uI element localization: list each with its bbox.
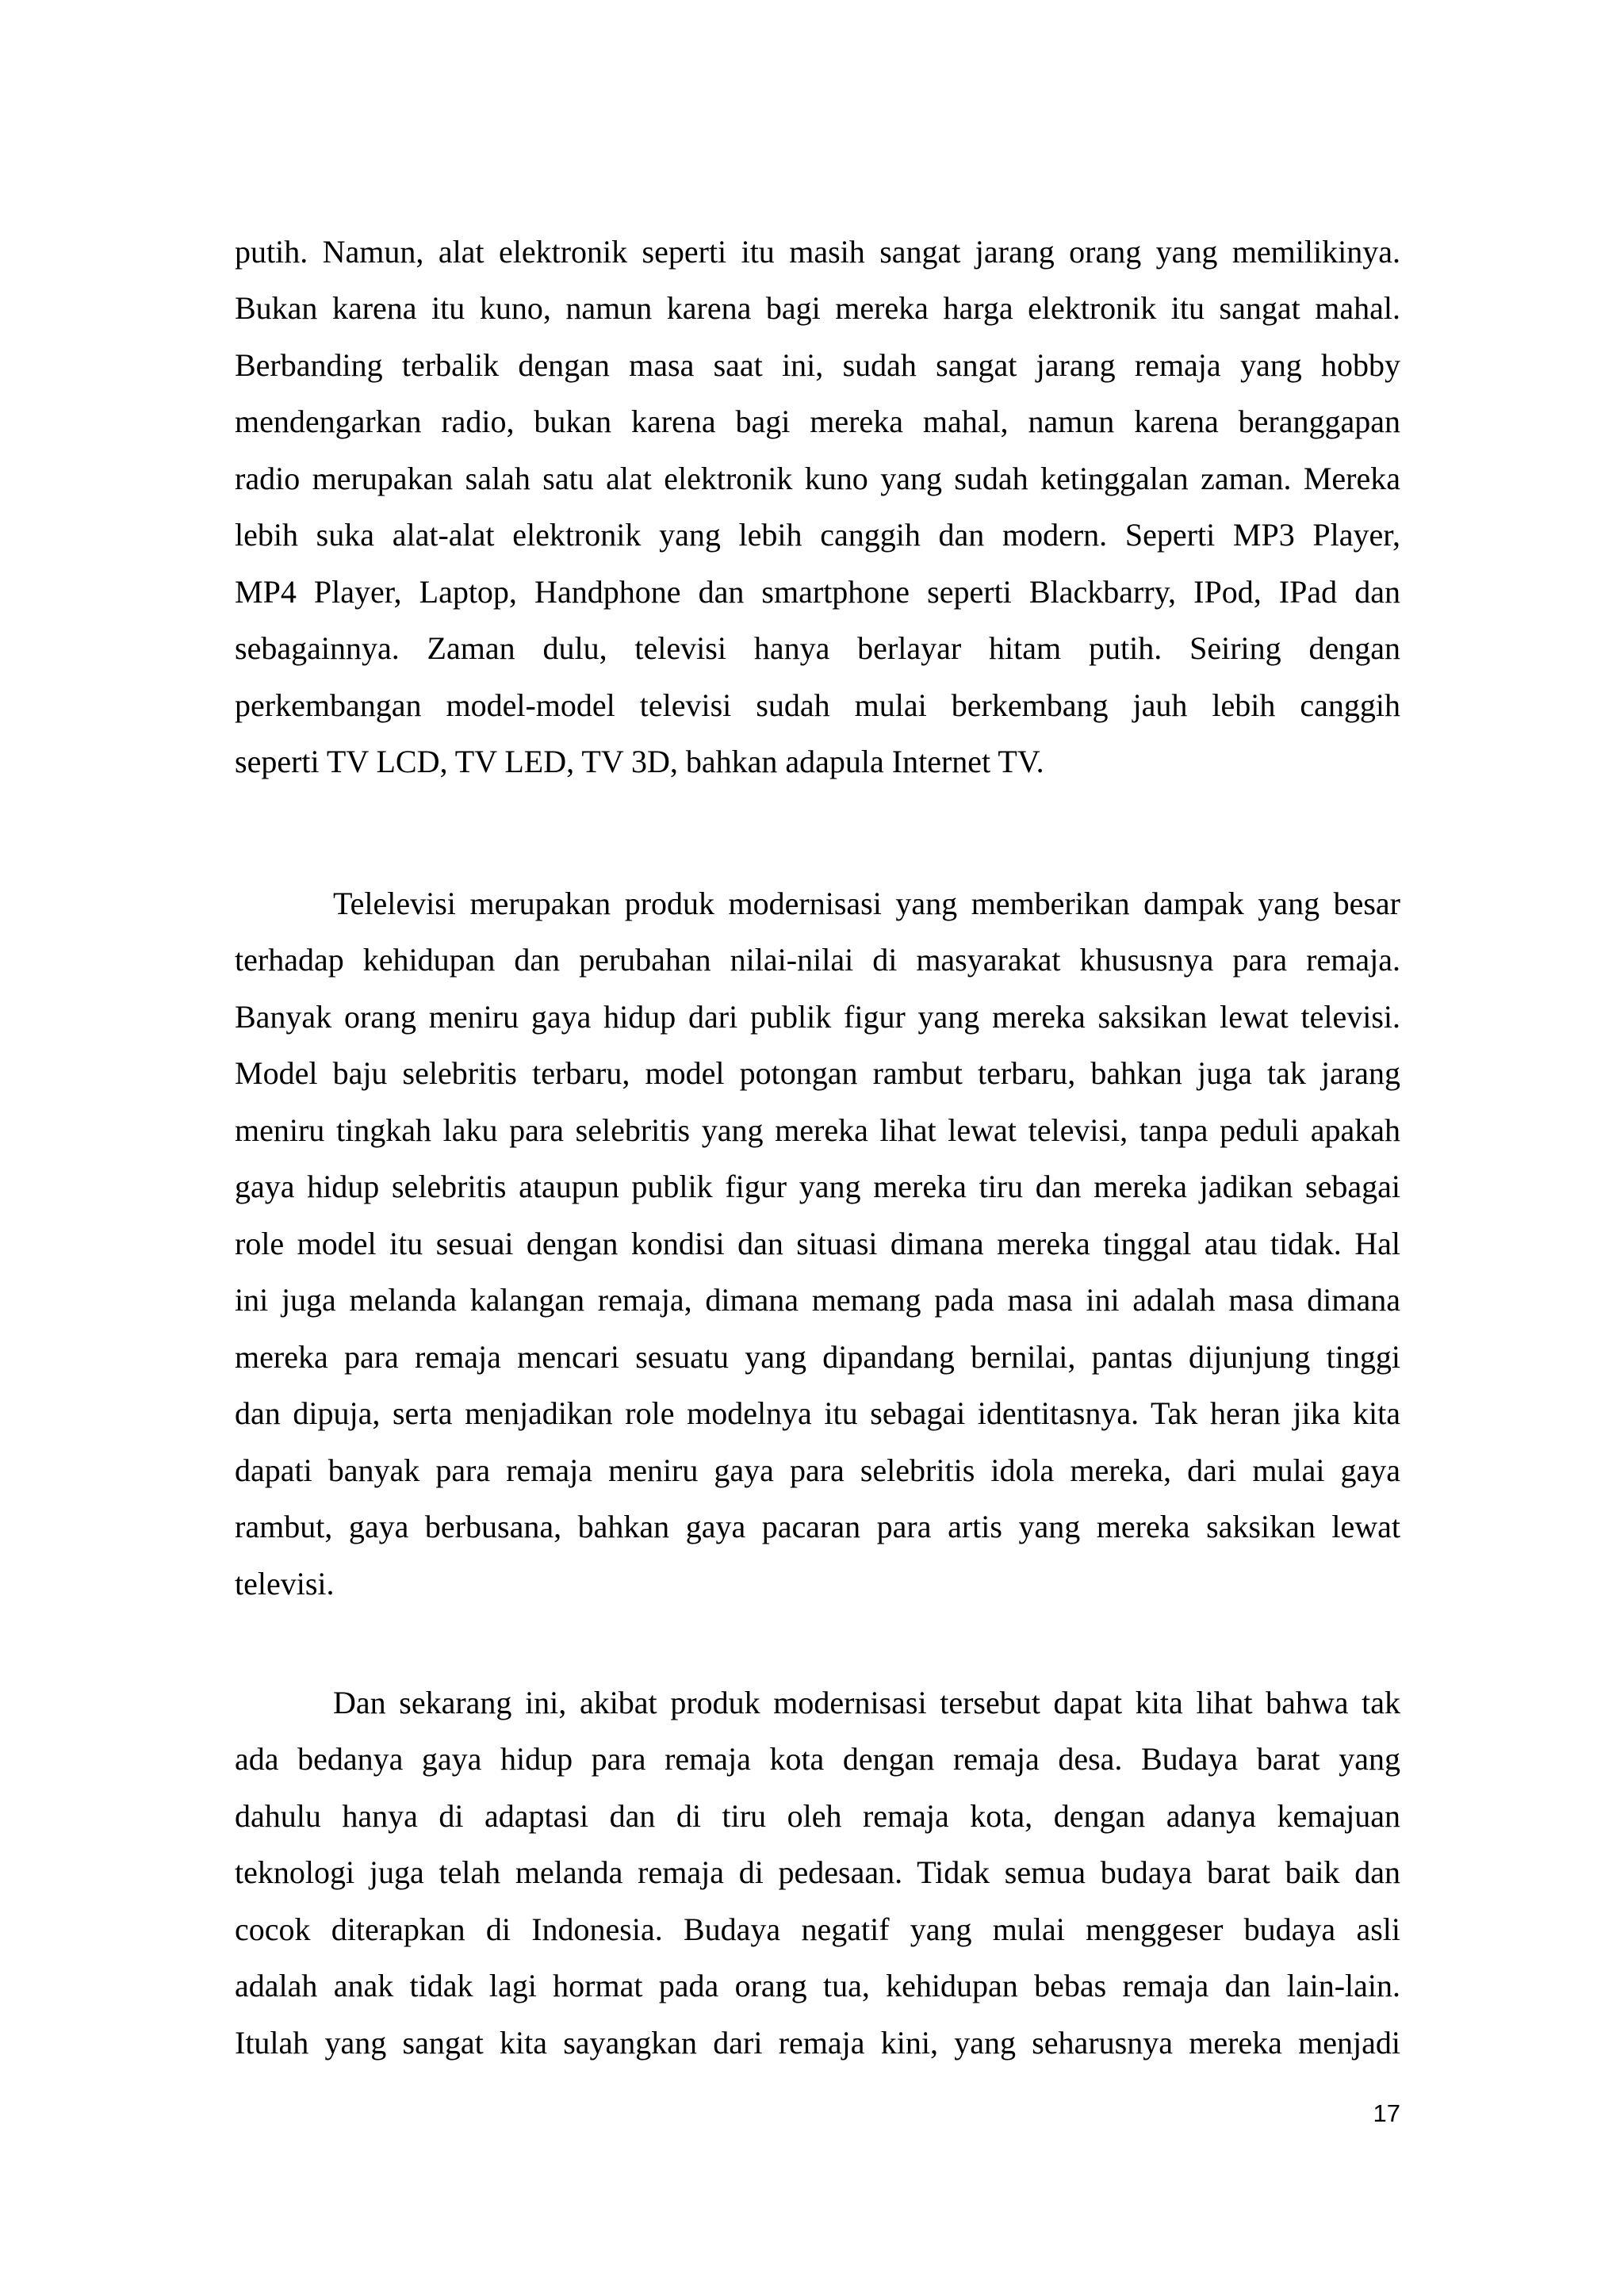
paragraph-line: Berbanding terbalik dengan masa saat ini, sudah sangat jarang remaja yang hobby: [235, 347, 1400, 383]
paragraph-line: televisi.: [235, 1566, 335, 1601]
paragraph-line: Dan sekarang ini, akibat produk modernisasi tersebut dapat kita lihat bahwa tak: [333, 1685, 1400, 1720]
page-number: 17: [1373, 2099, 1400, 2127]
paragraph-line: dahulu hanya di adaptasi dan di tiru oleh remaja kota, dengan adanya kemajuan: [235, 1798, 1400, 1834]
paragraph-line: seperti TV LCD, TV LED, TV 3D, bahkan adapula Internet TV.: [235, 744, 1044, 779]
paragraph-line: Telelevisi merupakan produk modernisasi yang memberikan dampak yang besar: [333, 886, 1400, 921]
paragraph-line: mendengarkan radio, bukan karena bagi mereka mahal, namun karena beranggapan: [235, 404, 1400, 439]
paragraph-line: teknologi juga telah melanda remaja di pedesaan. Tidak semua budaya barat baik dan: [235, 1854, 1400, 1890]
paragraph-line: Model baju selebritis terbaru, model potongan rambut terbaru, bahkan juga tak jarang: [235, 1055, 1400, 1091]
paragraph-line: sebagainnya. Zaman dulu, televisi hanya berlayar hitam putih. Seiring dengan: [235, 630, 1400, 666]
paragraph-line: MP4 Player, Laptop, Handphone dan smartphone seperti Blackbarry, IPod, IPad dan: [235, 574, 1400, 610]
paragraph-line: ini juga melanda kalangan remaja, dimana memang pada masa ini adalah masa dimana: [235, 1282, 1400, 1318]
paragraph-line: cocok diterapkan di Indonesia. Budaya negatif yang mulai menggeser budaya asli: [235, 1911, 1400, 1947]
paragraph-line: terhadap kehidupan dan perubahan nilai-nilai di masyarakat khususnya para remaja.: [235, 942, 1400, 978]
paragraph-line: adalah anak tidak lagi hormat pada orang tua, kehidupan bebas remaja dan lain-lain.: [235, 1968, 1400, 2003]
paragraph-line: rambut, gaya berbusana, bahkan gaya pacaran para artis yang mereka saksikan lewat: [235, 1509, 1400, 1544]
paragraph-line: meniru tingkah laku para selebritis yang mereka lihat lewat televisi, tanpa peduli apakah: [235, 1112, 1400, 1148]
paragraph-line: ada bedanya gaya hidup para remaja kota dengan remaja desa. Budaya barat yang: [235, 1741, 1400, 1777]
paragraph-line: role model itu sesuai dengan kondisi dan situasi dimana mereka tinggal atau tidak. Hal: [235, 1226, 1400, 1261]
paragraph-line: Banyak orang meniru gaya hidup dari publik figur yang mereka saksikan lewat televisi.: [235, 999, 1400, 1035]
paragraph-line: radio merupakan salah satu alat elektronik kuno yang sudah ketinggalan zaman. Mereka: [235, 461, 1400, 496]
paragraph-line: Itulah yang sangat kita sayangkan dari remaja kini, yang seharusnya mereka menjadi: [235, 2025, 1400, 2061]
paragraph-line: Bukan karena itu kuno, namun karena bagi mereka harga elektronik itu sangat mahal.: [235, 290, 1400, 326]
paragraph-line: lebih suka alat-alat elektronik yang lebih canggih dan modern. Seperti MP3 Player,: [235, 517, 1400, 553]
paragraph-line: perkembangan model-model televisi sudah mulai berkembang jauh lebih canggih: [235, 687, 1400, 723]
paragraph-line: gaya hidup selebritis ataupun publik figur yang mereka tiru dan mereka jadikan sebagai: [235, 1169, 1400, 1204]
paragraph-line: mereka para remaja mencari sesuatu yang dipandang bernilai, pantas dijunjung tinggi: [235, 1339, 1400, 1375]
paragraph-line: dapati banyak para remaja meniru gaya para selebritis idola mereka, dari mulai gaya: [235, 1452, 1400, 1488]
paragraph-line: putih. Namun, alat elektronik seperti itu masih sangat jarang orang yang memilikinya.: [235, 234, 1400, 270]
paragraph-line: dan dipuja, serta menjadikan role modelnya itu sebagai identitasnya. Tak heran jika kita: [235, 1395, 1400, 1431]
